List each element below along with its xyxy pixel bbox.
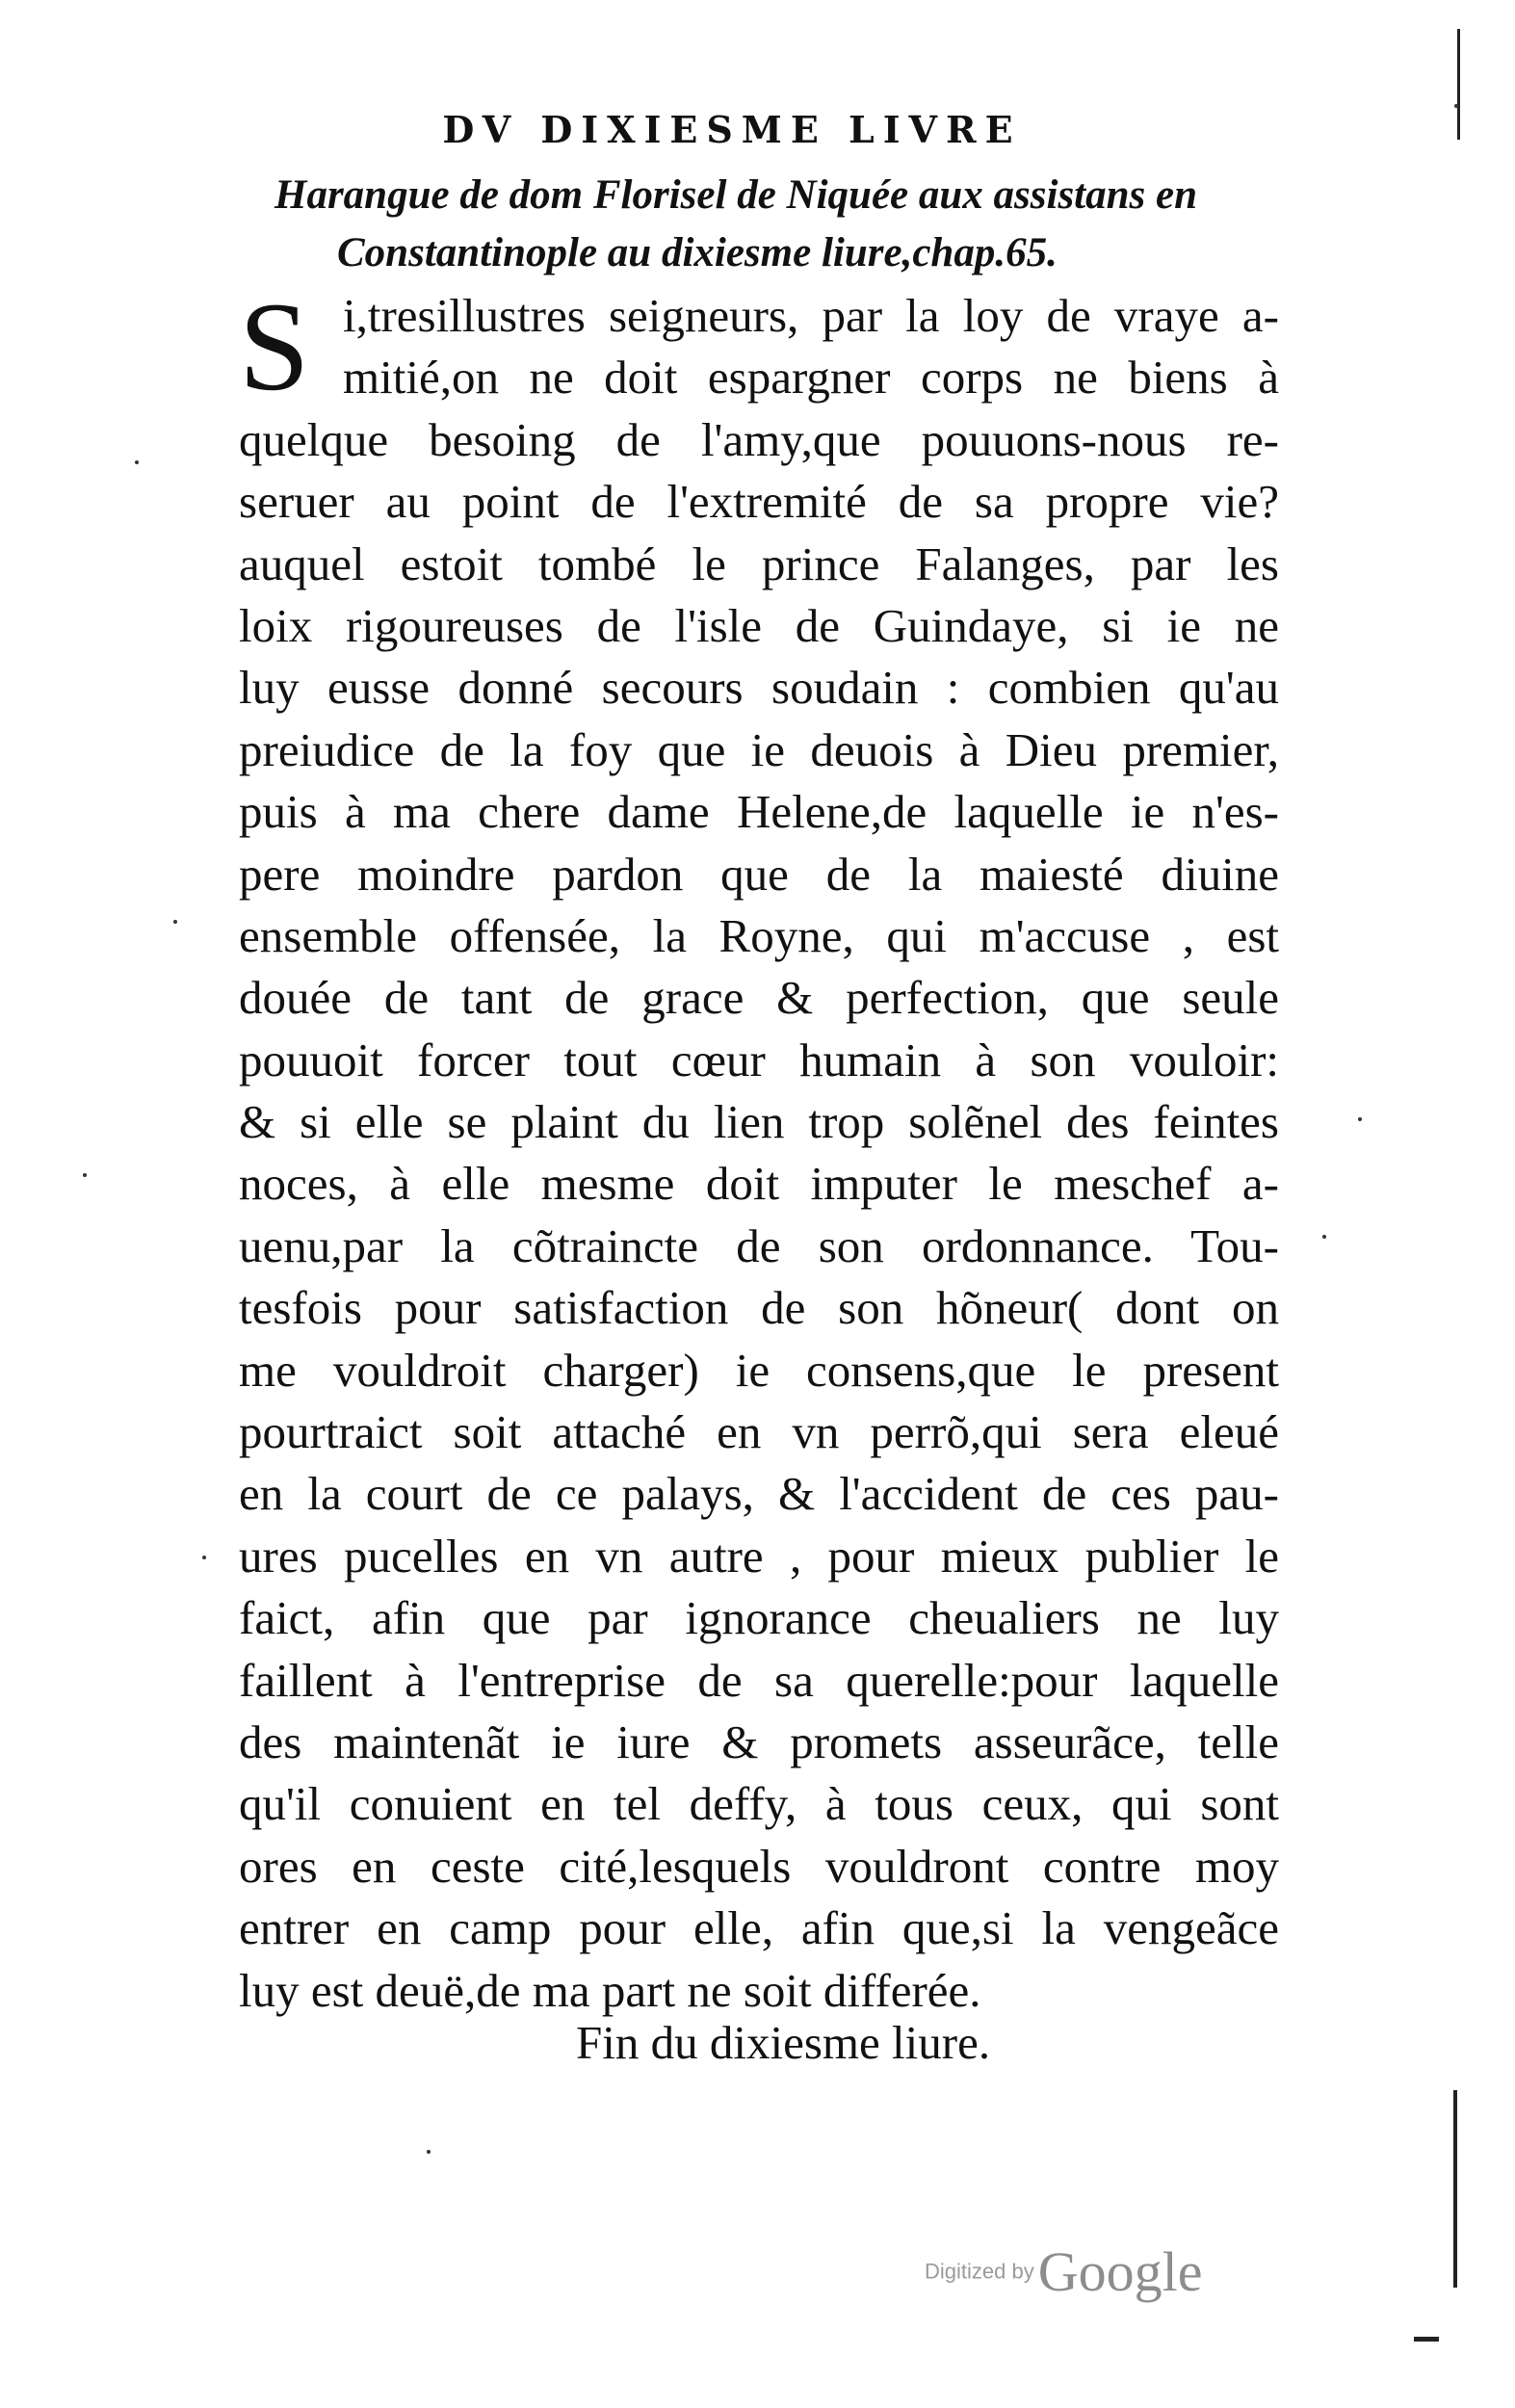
text-line: me vouldroit charger) ie consens,que le present [239,1343,1279,1397]
harangue-text [239,275,1279,2022]
text-line: tesfois pour satisfaction de son hõneur( dont on [239,1281,1279,1335]
scan-speck [427,2150,431,2154]
scan-speck [83,1173,87,1177]
scan-speck [173,920,177,924]
text-line: i,tresillustres seigneurs, par la loy de vraye a- [343,289,1279,342]
text-line: & si elle se plaint du lien trop solẽnel des feintes [239,1095,1279,1149]
text-line: pouuoit forcer tout cœur humain à son vouloir: [239,1033,1279,1086]
text-line: loix rigoureuses de l'isle de Guindaye, si ie ne [239,598,1279,652]
text-line: qu'il conuient en tel deffy, à tous ceux, qui sont [239,1777,1279,1831]
text-line: seruer au point de l'extremité de sa propre vie? [239,475,1279,529]
scan-speck [1358,1117,1362,1121]
scan-edge-dash [1414,2337,1439,2342]
text-line: faillent à l'entreprise de sa querelle:pour laquelle [239,1653,1279,1707]
text-line: preiudice de la foy que ie deuois à Dieu premier, [239,722,1279,776]
text-line: luy eusse donné secours soudain : combien qu'au [239,661,1279,715]
scan-speck [1322,1235,1326,1239]
google-logo: Google [1037,2240,1203,2303]
text-line: quelque besoing de l'amy,que pouuons-nous re- [239,412,1279,466]
watermark-prefix: Digitized by [925,2259,1034,2284]
text-line: en la court de ce palays, & l'accident de ces pau- [239,1467,1279,1521]
chapter-rubric-line-1: Harangue de dom Florisel de Niquée aux assistans en [274,172,1198,218]
text-line: faict, afin que par ignorance cheualiers ne luy [239,1591,1279,1645]
text-line: pourtraict soit attaché en vn perrõ,qui sera eleué [239,1405,1279,1459]
scan-speck [1454,104,1458,108]
scan-edge-mark-bottom [1453,2090,1457,2288]
scan-edge-mark-top [1457,29,1460,140]
text-line: des maintenãt ie iure & promets asseurãce, telle [239,1714,1279,1768]
text-line: mitié,on ne doit espargner corps ne biens à [343,351,1279,405]
text-line: pere moindre pardon que de la maiesté diuine [239,847,1279,901]
text-line: ures pucelles en vn autre , pour mieux publier le [239,1529,1279,1583]
text-line: uenu,par la cõtraincte de son ordonnance. Tou- [239,1218,1279,1272]
scan-speck [202,1556,206,1559]
drop-cap: S [239,275,310,417]
scan-speck [135,460,139,464]
text-line: luy est deuë,de ma part ne soit differée. [239,1963,981,2017]
text-line: entrer en camp pour elle, afin que,si la vengeãce [239,1901,1279,1955]
text-line: douée de tant de grace & perfection, que seule [239,971,1279,1025]
explicit-line: Fin du dixiesme liure. [576,2016,991,2069]
text-line: puis à ma chere dame Helene,de laquelle ie n'es- [239,785,1279,839]
text-line: noces, à elle mesme doit imputer le meschef a- [239,1157,1279,1211]
running-head: DV DIXIESME LIVRE [442,108,1022,151]
text-line: ensemble offensée, la Royne, qui m'accuse , est [239,908,1279,962]
text-line: auquel estoit tombé le prince Falanges, par les [239,537,1279,590]
text-line: ores en ceste cité,lesquels vouldront contre moy [239,1839,1279,1893]
chapter-rubric-line-2: Constantinople au dixiesme liure,chap.65. [337,230,1058,275]
digitization-watermark [925,2239,1202,2304]
